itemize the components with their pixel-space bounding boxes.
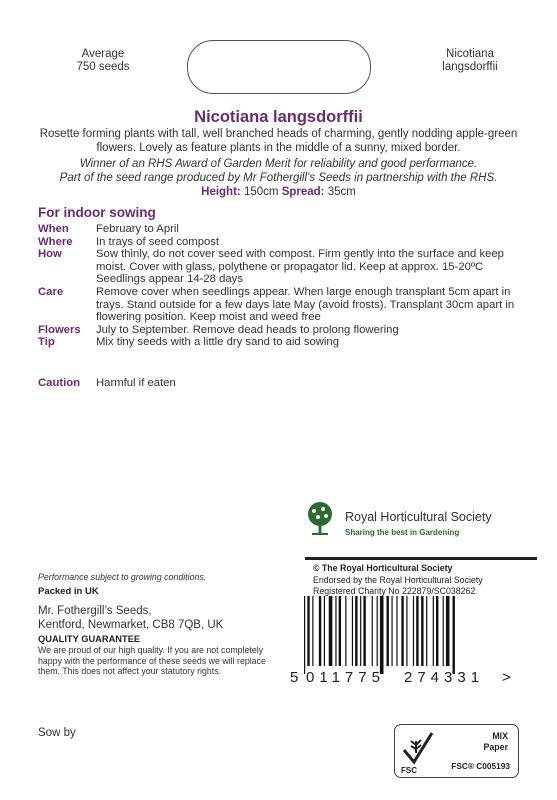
barcode-bar — [335, 596, 336, 666]
fsc-paper: Paper — [483, 742, 508, 752]
packed-in: Packed in UK — [38, 586, 99, 597]
instruction-key: How — [38, 248, 62, 261]
spread-label: Spread: — [281, 186, 325, 198]
rhs-info — [313, 563, 483, 598]
barcode-bar — [401, 596, 403, 666]
sow-by-label: Sow by — [38, 727, 76, 739]
barcode-first-digit: 5 — [290, 669, 299, 686]
barcode-right-group: 274331 — [404, 669, 485, 686]
fsc-text: FSC — [401, 766, 417, 775]
barcode-bar — [372, 596, 373, 666]
barcode-bar — [324, 596, 325, 666]
instruction-value: In trays of seed compost — [96, 235, 220, 248]
company-address — [38, 604, 223, 632]
intro-text: Rosette forming plants with tall, well branched heads of charming, gently nodding apple-green flowers. Lovely as feature plants in the middle of a sunny, mixed border. — [39, 128, 518, 154]
variety-name-header — [420, 48, 520, 74]
instruction-row-when — [38, 223, 518, 236]
rhs-tagline: Sharing the best in Gardening — [345, 528, 460, 537]
award-line1: Winner of an RHS Award of Garden Merit for reliability and good performance. — [79, 158, 478, 170]
rhs-logo-block — [303, 496, 533, 552]
instruction-key: Where — [38, 235, 73, 248]
barcode-bar — [319, 596, 321, 666]
sowing-instructions — [38, 223, 518, 349]
height-value: 150cm — [243, 186, 279, 198]
variety-name-line2: langsdorffii — [442, 61, 498, 73]
instruction-row-flowers — [38, 324, 518, 337]
award-text — [22, 157, 535, 185]
instruction-key: Flowers — [38, 323, 81, 336]
barcode-bar — [421, 596, 423, 666]
packet-window — [187, 40, 371, 94]
barcode-bar — [312, 596, 313, 666]
instruction-key: Tip — [38, 336, 55, 349]
address-line1: Mr. Fothergill’s Seeds, — [38, 605, 152, 617]
barcode-bar — [413, 596, 414, 666]
barcode-bar — [453, 596, 455, 674]
barcode-bar — [360, 596, 361, 666]
barcode-bar — [387, 596, 389, 666]
barcode-bar — [416, 596, 418, 666]
barcode — [290, 596, 515, 686]
instruction-row-tip — [38, 336, 518, 349]
barcode-bar — [363, 596, 365, 666]
quality-guarantee-text: We are proud of our high quality. If you are not completely happy with the performance of these seeds we will replace them. This does not affect your statutory rights. — [38, 645, 266, 676]
instruction-value: Remove cover when seedlings appear. When large enough transplant 5cm apart in trays. Stand outside for a few days late May (avoid frosts). Transplant 30cm apart in flowering position. Keep moist and weed free — [96, 285, 515, 324]
barcode-bar — [436, 596, 438, 666]
instruction-value: Sow thinly, do not cover seed with compost. Firm gently into the surface and keep moist. Cover with glass, polythene or propagator lid. Keep at approx. 15-20ºC Seedlings appear 14-28 days — [96, 248, 504, 286]
instruction-value: February to April — [96, 223, 179, 235]
award-line2: Part of the seed range produced by Mr Fothergill’s Seeds in partnership with the RHS. — [59, 172, 498, 184]
barcode-bar — [355, 596, 357, 666]
barcode-bar — [352, 596, 353, 666]
section-title: For indoor sowing — [38, 205, 156, 220]
spread-value: 35cm — [327, 186, 356, 198]
barcode-bar — [446, 596, 450, 666]
plant-size — [0, 186, 557, 198]
barcode-bars — [304, 596, 455, 674]
performance-note: Performance subject to growing conditions. — [38, 572, 207, 582]
instruction-key: Care — [38, 285, 64, 298]
barcode-bar — [443, 596, 444, 666]
caution-key: Caution — [38, 377, 81, 389]
fsc-code: FSC® C005193 — [451, 761, 510, 771]
seed-count-line2: 750 seeds — [76, 61, 130, 73]
barcode-left-group: 011775 — [306, 669, 385, 686]
seed-count — [58, 48, 148, 74]
barcode-bar — [304, 596, 305, 674]
instruction-value: July to September. Remove dead heads to prolong flowering — [96, 323, 399, 336]
instruction-value: Mix tiny seeds with a little dry sand to aid sowing — [96, 336, 339, 349]
rhs-divider — [305, 557, 537, 560]
rhs-copyright: © The Royal Horticultural Society — [313, 563, 453, 573]
seed-count-line1: Average — [81, 48, 125, 60]
fsc-mix: MIX — [492, 731, 508, 741]
barcode-bar — [406, 596, 407, 666]
barcode-bar — [433, 596, 434, 666]
address-line2: Kentford, Newmarket, CB8 7QB, UK — [38, 619, 224, 631]
rhs-name: Royal Horticultural Society — [345, 510, 492, 524]
barcode-bar — [345, 596, 346, 666]
variety-name-line1: Nicotiana — [446, 48, 494, 60]
barcode-bar — [396, 596, 397, 666]
barcode-bar — [426, 596, 427, 666]
barcode-bar — [307, 596, 309, 666]
instruction-row-where — [38, 236, 518, 249]
rhs-tree-icon — [303, 500, 337, 538]
fsc-label — [394, 724, 519, 778]
quality-guarantee-title: QUALITY GUARANTEE — [38, 634, 141, 644]
caution-value: Harmful if eaten — [96, 377, 176, 389]
barcode-bar — [339, 596, 341, 666]
barcode-end-mark: > — [502, 669, 511, 686]
barcode-bar — [391, 596, 392, 666]
height-label: Height: — [201, 186, 241, 198]
barcode-bar — [377, 596, 378, 666]
instruction-key: When — [38, 223, 69, 235]
page-title: Nicotiana langsdorffii — [194, 108, 363, 126]
rhs-charity: Registered Charity No 222879/SC038262 — [313, 586, 476, 596]
barcode-bar — [329, 596, 333, 666]
caution-row — [38, 377, 518, 389]
barcode-bar — [380, 596, 384, 674]
instruction-row-how — [38, 248, 518, 286]
instruction-row-care — [38, 286, 518, 324]
rhs-endorsed: Endorsed by the Royal Horticultural Society — [313, 574, 483, 585]
